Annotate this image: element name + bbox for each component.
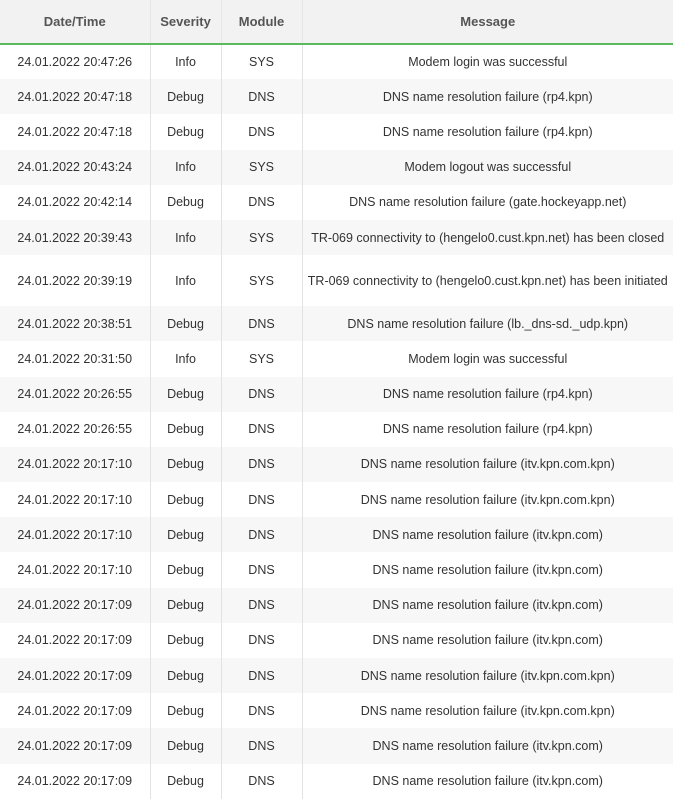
cell-severity: Debug [150,114,221,149]
cell-severity: Debug [150,693,221,728]
cell-module: SYS [221,255,302,306]
table-row [0,482,673,517]
cell-message: DNS name resolution failure (itv.kpn.com.kpn) [302,693,673,728]
table-row [0,114,673,149]
cell-severity: Info [150,255,221,306]
table-row [0,150,673,185]
cell-datetime: 24.01.2022 20:26:55 [0,412,150,447]
cell-message: DNS name resolution failure (itv.kpn.com.kpn) [302,658,673,693]
table-row [0,693,673,728]
cell-module: DNS [221,552,302,587]
table-header [0,0,673,44]
cell-module: DNS [221,623,302,658]
cell-module: DNS [221,377,302,412]
cell-message: DNS name resolution failure (itv.kpn.com) [302,517,673,552]
table-row [0,306,673,341]
table-row [0,341,673,376]
cell-datetime: 24.01.2022 20:17:10 [0,482,150,517]
cell-message: DNS name resolution failure (rp4.kpn) [302,412,673,447]
cell-module: SYS [221,220,302,255]
cell-module: DNS [221,79,302,114]
cell-severity: Info [150,220,221,255]
cell-datetime: 24.01.2022 20:26:55 [0,377,150,412]
cell-datetime: 24.01.2022 20:43:24 [0,150,150,185]
cell-message: DNS name resolution failure (rp4.kpn) [302,79,673,114]
cell-datetime: 24.01.2022 20:17:10 [0,552,150,587]
cell-datetime: 24.01.2022 20:38:51 [0,306,150,341]
cell-datetime: 24.01.2022 20:39:19 [0,255,150,306]
table-row [0,79,673,114]
cell-module: DNS [221,412,302,447]
table-row [0,517,673,552]
cell-message: Modem logout was successful [302,150,673,185]
cell-severity: Debug [150,588,221,623]
cell-severity: Debug [150,623,221,658]
cell-module: DNS [221,114,302,149]
cell-module: DNS [221,658,302,693]
cell-datetime: 24.01.2022 20:17:10 [0,517,150,552]
cell-module: DNS [221,693,302,728]
cell-datetime: 24.01.2022 20:17:09 [0,728,150,763]
cell-severity: Debug [150,79,221,114]
header-row [0,0,673,44]
cell-message: DNS name resolution failure (gate.hockeyapp.net) [302,185,673,220]
cell-severity: Info [150,44,221,79]
cell-datetime: 24.01.2022 20:47:18 [0,79,150,114]
table-row [0,255,673,306]
table-row [0,623,673,658]
cell-message: DNS name resolution failure (itv.kpn.com) [302,764,673,799]
table-row [0,377,673,412]
cell-datetime: 24.01.2022 20:31:50 [0,341,150,376]
cell-message: DNS name resolution failure (itv.kpn.com.kpn) [302,447,673,482]
cell-message: DNS name resolution failure (rp4.kpn) [302,377,673,412]
cell-message: DNS name resolution failure (itv.kpn.com) [302,552,673,587]
cell-message: DNS name resolution failure (lb._dns-sd._udp.kpn) [302,306,673,341]
cell-message: Modem login was successful [302,44,673,79]
cell-severity: Debug [150,728,221,763]
table-row [0,447,673,482]
cell-severity: Debug [150,482,221,517]
cell-module: DNS [221,588,302,623]
cell-module: SYS [221,44,302,79]
column-header-severity[interactable]: Severity [150,0,221,44]
cell-module: DNS [221,482,302,517]
cell-severity: Debug [150,377,221,412]
cell-message: Modem login was successful [302,341,673,376]
cell-datetime: 24.01.2022 20:17:09 [0,764,150,799]
cell-module: DNS [221,306,302,341]
cell-module: DNS [221,728,302,763]
column-header-message[interactable]: Message [302,0,673,44]
cell-datetime: 24.01.2022 20:17:09 [0,623,150,658]
cell-module: SYS [221,150,302,185]
table-row [0,220,673,255]
cell-severity: Debug [150,412,221,447]
cell-message: DNS name resolution failure (itv.kpn.com) [302,588,673,623]
cell-message: DNS name resolution failure (itv.kpn.com) [302,728,673,763]
column-header-datetime[interactable]: Date/Time [0,0,150,44]
cell-datetime: 24.01.2022 20:39:43 [0,220,150,255]
cell-datetime: 24.01.2022 20:17:09 [0,658,150,693]
column-header-module[interactable]: Module [221,0,302,44]
cell-message: DNS name resolution failure (itv.kpn.com.kpn) [302,482,673,517]
cell-severity: Debug [150,517,221,552]
cell-module: DNS [221,517,302,552]
cell-severity: Debug [150,552,221,587]
cell-message: DNS name resolution failure (itv.kpn.com) [302,623,673,658]
cell-severity: Debug [150,306,221,341]
cell-module: DNS [221,447,302,482]
table-row [0,44,673,79]
cell-message: TR-069 connectivity to (hengelo0.cust.kpn.net) has been initiated [302,255,673,306]
cell-datetime: 24.01.2022 20:17:10 [0,447,150,482]
cell-datetime: 24.01.2022 20:17:09 [0,588,150,623]
table-row [0,552,673,587]
table-row [0,728,673,763]
cell-datetime: 24.01.2022 20:47:18 [0,114,150,149]
cell-severity: Debug [150,764,221,799]
table-row [0,764,673,799]
cell-datetime: 24.01.2022 20:42:14 [0,185,150,220]
table-row [0,185,673,220]
cell-datetime: 24.01.2022 20:17:09 [0,693,150,728]
cell-module: DNS [221,764,302,799]
table-row [0,658,673,693]
cell-datetime: 24.01.2022 20:47:26 [0,44,150,79]
table-body [0,44,673,799]
table-row [0,588,673,623]
cell-severity: Debug [150,658,221,693]
cell-message: DNS name resolution failure (rp4.kpn) [302,114,673,149]
cell-severity: Info [150,150,221,185]
cell-severity: Debug [150,447,221,482]
table-row [0,412,673,447]
cell-message: TR-069 connectivity to (hengelo0.cust.kpn.net) has been closed [302,220,673,255]
cell-severity: Info [150,341,221,376]
cell-module: SYS [221,341,302,376]
cell-module: DNS [221,185,302,220]
cell-severity: Debug [150,185,221,220]
